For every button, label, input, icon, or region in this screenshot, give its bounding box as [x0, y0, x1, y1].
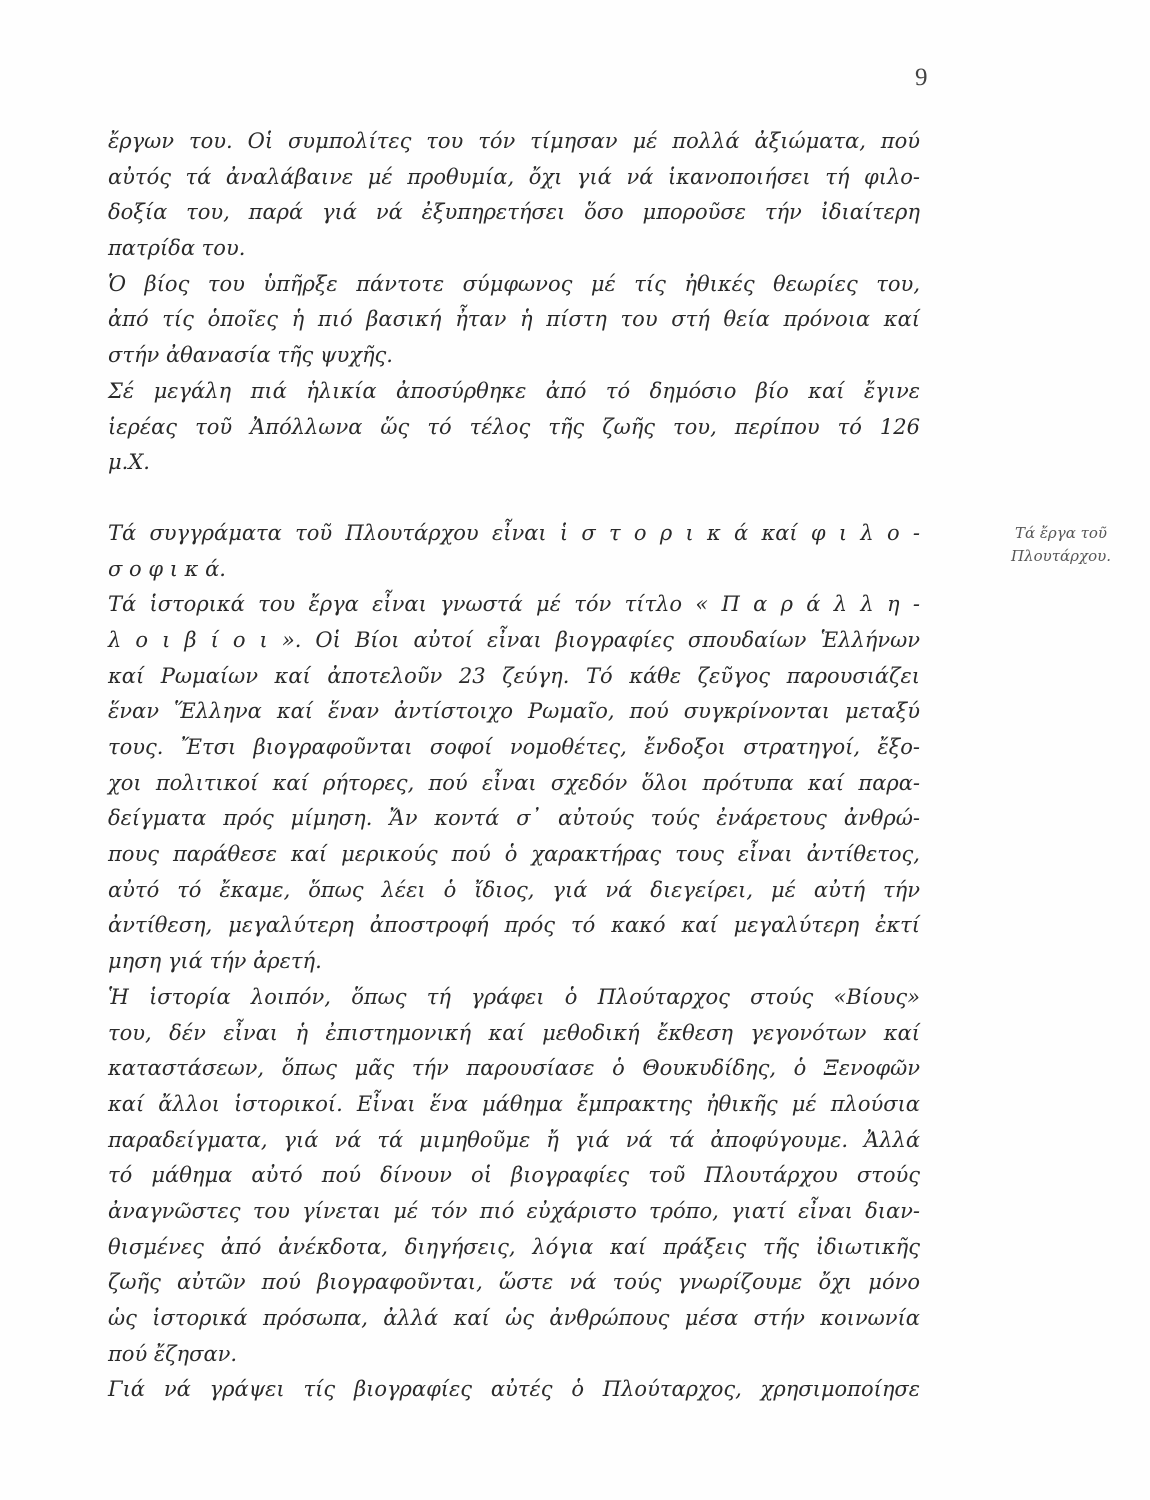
margin-note-line: Τά ἔργα τοῦ	[1014, 524, 1108, 542]
text-line: πατρίδα του.	[108, 236, 246, 261]
text-line: πους παράθεσε καί μερικούς πού ὁ χαρακτήρας τους εἶναι ἀντίθετος,	[108, 842, 920, 867]
text-line: μ.Χ.	[108, 450, 150, 475]
text-line: ἀντίθεση, μεγαλύτερη ἀποστροφή πρός τό κακό καί μεγαλύτερη ἐκτί	[108, 913, 920, 938]
body-text	[108, 124, 920, 1408]
text-line: καταστάσεων, ὅπως μᾶς τήν παρουσίασε ὁ Θουκυδίδης, ὁ Ξενοφῶν	[108, 1056, 920, 1081]
text-line: τους. Ἔτσι βιογραφοῦνται σοφοί νομοθέτες, ἔνδοξοι στρατηγοί, ἔξο-	[108, 735, 920, 759]
text-line: πού ἔζησαν.	[108, 1341, 238, 1366]
text-line: ἔργων του. Οἱ συμπολίτες του τόν τίμησαν μέ πολλά ἀξιώματα, πού	[108, 129, 920, 153]
paragraph-gap	[108, 481, 920, 516]
text-line: Τά συγγράματα τοῦ Πλουτάρχου εἶναι ἱ σ τ ο ρ ι κ ά καί φ ι λ ο -	[108, 520, 920, 545]
text-line: τό μάθημα αὐτό πού δίνουν οἱ βιογραφίες τοῦ Πλουτάρχου στούς	[108, 1163, 920, 1188]
text-line: ἕναν Ἕλληνα καί ἕναν ἀντίστοιχο Ρωμαῖο, πού συγκρίνονται μεταξύ	[108, 699, 920, 724]
text-line: ἀπό τίς ὁποῖες ἡ πιό βασική ἦταν ἡ πίστη του στή θεία πρόνοια καί	[108, 307, 920, 332]
text-line: ζωῆς αὐτῶν πού βιογραφοῦνται, ὥστε νά τούς γνωρίζουμε ὄχι μόνο	[108, 1270, 920, 1295]
text-line: του, δέν εἶναι ἡ ἐπιστημονική καί μεθοδική ἔκθεση γεγονότων καί	[108, 1020, 920, 1045]
text-line: χοι πολιτικοί καί ρήτορες, πού εἶναι σχεδόν ὅλοι πρότυπα καί παρα-	[108, 770, 920, 795]
text-line: Γιά νά γράψει τίς βιογραφίες αὐτές ὁ Πλούταρχος, χρησιμοποίησε	[108, 1377, 920, 1402]
text-line: ὡς ἱστορικά πρόσωπα, ἀλλά καί ὡς ἀνθρώπους μέσα στήν κοινωνία	[108, 1306, 920, 1330]
text-line: Τά ἱστορικά του ἔργα εἶναι γνωστά μέ τόν τίτλο « Π α ρ ά λ λ η -	[108, 592, 920, 617]
text-line: ἀναγνῶστες του γίνεται μέ τόν πιό εὐχάριστο τρόπο, γιατί εἶναι διαν-	[108, 1198, 920, 1223]
text-line: μηση γιά τήν ἀρετή.	[108, 949, 322, 974]
text-line: καί Ρωμαίων καί ἀποτελοῦν 23 ζεύγη. Τό κάθε ζεῦγος παρουσιάζει	[108, 663, 920, 688]
page-number: 9	[915, 64, 928, 91]
text-line: αὐτό τό ἔκαμε, ὅπως λέει ὁ ἴδιος, γιά νά διεγείρει, μέ αὐτή τήν	[108, 877, 920, 902]
text-line: Ὁ βίος του ὑπῆρξε πάντοτε σύμφωνος μέ τίς ἠθικές θεωρίες του,	[108, 271, 920, 296]
text-line: παραδείγματα, γιά νά τά μιμηθοῦμε ἤ γιά νά τά ἀποφύγουμε. Ἀλλά	[108, 1127, 920, 1152]
text-line: δείγματα πρός μίμηση. Ἄν κοντά σ᾽ αὐτούς τούς ἐνάρετους ἀνθρώ-	[108, 806, 920, 831]
text-line: ἱερέας τοῦ Ἀπόλλωνα ὥς τό τέλος τῆς ζωῆς του, περίπου τό 126	[108, 414, 920, 439]
margin-note	[986, 522, 1136, 568]
text-line: σ ο φ ι κ ά.	[108, 556, 226, 581]
margin-note-line: Πλουτάρχου.	[1011, 547, 1111, 565]
text-line: αὐτός τά ἀναλάβαινε μέ προθυμία, ὄχι γιά νά ἱκανοποιήσει τή φιλο-	[108, 164, 920, 189]
text-line: θισμένες ἀπό ἀνέκδοτα, διηγήσεις, λόγια καί πράξεις τῆς ἰδιωτικῆς	[108, 1234, 920, 1259]
text-line: στήν ἀθανασία τῆς ψυχῆς.	[108, 343, 393, 368]
text-line: Ἡ ἱστορία λοιπόν, ὅπως τή γράφει ὁ Πλούταρχος στούς «Βίους»	[108, 984, 920, 1009]
text-line: καί ἄλλοι ἱστορικοί. Εἶναι ἕνα μάθημα ἔμπρακτης ἠθικῆς μέ πλούσια	[108, 1091, 920, 1116]
text-line: Σέ μεγάλη πιά ἡλικία ἀποσύρθηκε ἀπό τό δημόσιο βίο καί ἔγινε	[108, 378, 920, 403]
text-line: λ ο ι β ί ο ι ». Οἱ Βίοι αὐτοί εἶναι βιογραφίες σπουδαίων Ἑλλήνων	[108, 627, 920, 652]
text-line: δοξία του, παρά γιά νά ἐξυπηρετήσει ὅσο μποροῦσε τήν ἰδιαίτερη	[108, 200, 920, 225]
